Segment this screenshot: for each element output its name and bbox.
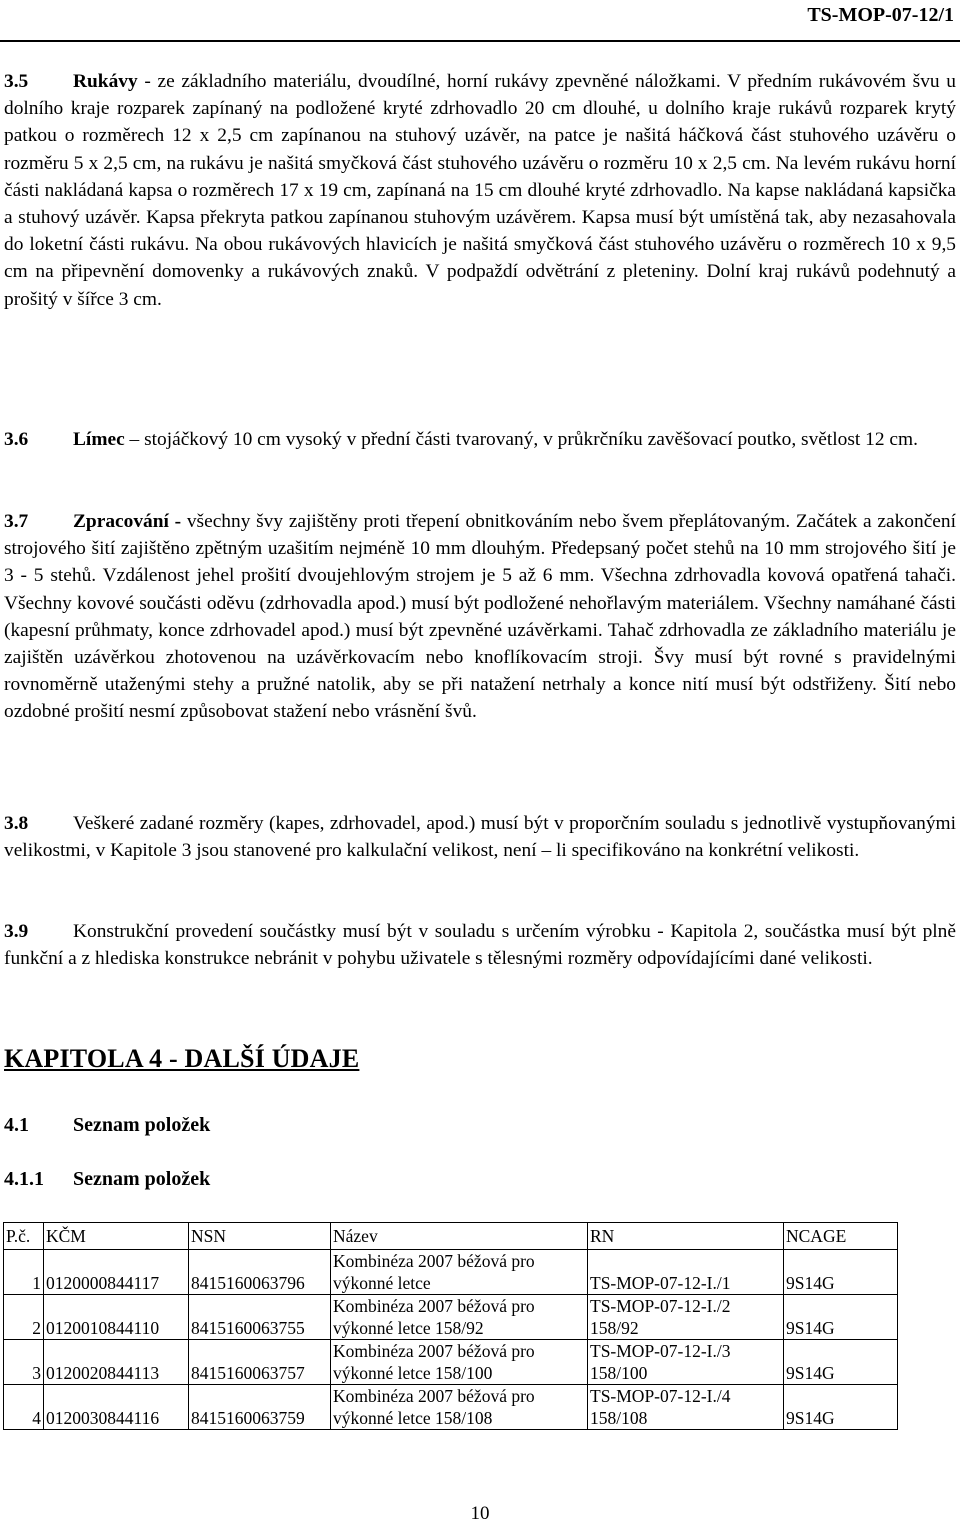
header-cell: NSN <box>189 1223 331 1250</box>
section-3-6 <box>4 426 956 453</box>
section-number: 3.9 <box>4 921 29 942</box>
header-cell: P.č. <box>4 1223 44 1250</box>
section-number: 3.7 <box>4 511 29 532</box>
header-rule <box>0 40 960 42</box>
section-number: 3.5 <box>4 71 29 92</box>
cell-nazev: Kombinéza 2007 béžová pro výkonné letce 158/100 <box>331 1340 588 1385</box>
section-title: Rukávy <box>73 71 138 92</box>
table-header-row <box>4 1223 898 1250</box>
header-cell: RN <box>588 1223 784 1250</box>
cell-nsn: 8415160063757 <box>189 1340 331 1385</box>
cell-rn: TS-MOP-07-12-I./2 158/92 <box>588 1295 784 1340</box>
table-row <box>4 1340 898 1385</box>
cell-kcm: 0120030844116 <box>44 1385 189 1430</box>
document-id: TS-MOP-07-12/1 <box>807 4 954 26</box>
section-3-9 <box>4 918 956 972</box>
section-3-7 <box>4 508 956 726</box>
items-table <box>3 1222 898 1430</box>
page-number: 10 <box>470 1503 490 1524</box>
chapter-title: KAPITOLA 4 - DALŠÍ ÚDAJE <box>4 1044 360 1073</box>
section-3-8 <box>4 810 956 864</box>
header-cell: Název <box>331 1223 588 1250</box>
subsection-title: Seznam položek <box>73 1114 211 1136</box>
section-title: Límec <box>73 429 125 450</box>
cell-kcm: 0120020844113 <box>44 1340 189 1385</box>
table-row <box>4 1295 898 1340</box>
section-number: 3.6 <box>4 429 29 450</box>
section-text: - ze základního materiálu, dvoudílné, horní rukávy zpevněné náložkami. V předním rukávovém švu u dolního kraje rozparek zapínaný na podložené kryté zdrhovadlo 20 cm dlouhé, u dolního kraje rukávů rozparek krytý patkou o rozměrech 12 x 2,5 cm zapínanou na stuhový uzávěr, na patce je našitá háčková část stuhového uzávěru o rozměru 5 x 2,5 cm, na rukávu je našitá smyčková část stuhového uzávěru o rozměru 10 x 2,5 cm. Na levém rukávu horní části nakládaná kapsa o rozměrech 17 x 19 cm, zapínaná na 15 cm dlouhé kryté zdrhovadlo. Na kapse nakládaná kapsička a stuhový uzávěr. Kapsa překryta patkou zapínanou stuhovým uzávěrem. Kapsa musí být umístěná tak, aby nezasahovala do loketní části rukávu. Na obou rukávových hlavicích je našitá smyčková část stuhového uzávěru o rozměrech 10 x 9,5 cm na připevnění domovenky a rukávových znaků. V podpaždí odvětrání z pleteniny. Dolní kraj rukávů podehnutý a prošitý v šířce 3 cm. <box>4 71 956 310</box>
subsection-title: Seznam položek <box>73 1168 211 1190</box>
cell-ncage: 9S14G <box>784 1250 898 1295</box>
header-cell: KČM <box>44 1223 189 1250</box>
cell-pc: 1 <box>4 1250 44 1295</box>
section-text: Konstrukční provedení součástky musí být v souladu s určením výrobku - Kapitola 2, součástka musí být plně funkční a z hlediska konstrukce nebránit v pohybu uživatele s tělesnými rozměry odpovídajícími dané velikosti. <box>4 921 956 970</box>
section-title: Zpracování - <box>73 511 182 532</box>
cell-nazev: Kombinéza 2007 béžová pro výkonné letce 158/92 <box>331 1295 588 1340</box>
cell-nazev: Kombinéza 2007 béžová pro výkonné letce <box>331 1250 588 1295</box>
cell-kcm: 0120010844110 <box>44 1295 189 1340</box>
section-text: všechny švy zajištěny proti třepení obnitkováním nebo švem přeplátovaným. Začátek a zakončení strojového šití zajištěno zpětným uzašitím nejméně 10 mm dlouhým. Předepsaný počet stehů na 10 mm strojového šití je 3 - 5 stehů. Vzdálenost jehel prošití dvoujehlovým strojem je 5 až 6 mm. Všechna zdrhovadla kovová opatřená tahači. Všechny kovové součásti oděvu (zdrhovadla apod.) musí být podložené nehořlavým materiálem. Všechny namáhané části (kapesní průhmaty, konce zdrhovadel apod.) musí být zpevněné uzávěrkami. Tahač zdrhovadla ze základního materiálu je zajištěn uzávěrkou zhotovenou na uzávěrkovacím nebo knoflíkovacím stroji. Švy musí být rovné s pravidelnými rovnoměrně utaženými stehy a pružné natolik, aby se při natažení netrhaly a konce nití musí být odstřiženy. Šití nebo ozdobné prošití nesmí způsobovat stažení nebo vrásnění švů. <box>4 511 956 723</box>
section-3-5 <box>4 68 956 313</box>
header-cell: NCAGE <box>784 1223 898 1250</box>
cell-kcm: 0120000844117 <box>44 1250 189 1295</box>
cell-ncage: 9S14G <box>784 1295 898 1340</box>
table-row <box>4 1385 898 1430</box>
section-text: – stojáčkový 10 cm vysoký v přední části tvarovaný, v průkrčníku zavěšovací poutko, světlost 12 cm. <box>124 429 918 450</box>
cell-rn: TS-MOP-07-12-I./1 <box>588 1250 784 1295</box>
table-row <box>4 1250 898 1295</box>
section-text: Veškeré zadané rozměry (kapes, zdrhovadel, apod.) musí být v proporčním souladu s jednotlivě vystupňovanými velikostmi, v Kapitole 3 jsou stanovené pro kalkulační velikost, není – li specifikováno na konkrétní velikosti. <box>4 813 956 862</box>
cell-nsn: 8415160063755 <box>189 1295 331 1340</box>
cell-ncage: 9S14G <box>784 1385 898 1430</box>
cell-pc: 4 <box>4 1385 44 1430</box>
subsection-number: 4.1.1 <box>4 1168 44 1190</box>
cell-pc: 2 <box>4 1295 44 1340</box>
cell-pc: 3 <box>4 1340 44 1385</box>
cell-nsn: 8415160063759 <box>189 1385 331 1430</box>
cell-rn: TS-MOP-07-12-I./3 158/100 <box>588 1340 784 1385</box>
subsection-number: 4.1 <box>4 1114 29 1136</box>
cell-rn: TS-MOP-07-12-I./4 158/108 <box>588 1385 784 1430</box>
cell-nazev: Kombinéza 2007 béžová pro výkonné letce 158/108 <box>331 1385 588 1430</box>
section-number: 3.8 <box>4 813 29 834</box>
subsection-4-1 <box>4 1114 210 1137</box>
cell-ncage: 9S14G <box>784 1340 898 1385</box>
cell-nsn: 8415160063796 <box>189 1250 331 1295</box>
subsection-4-1-1 <box>4 1168 210 1191</box>
